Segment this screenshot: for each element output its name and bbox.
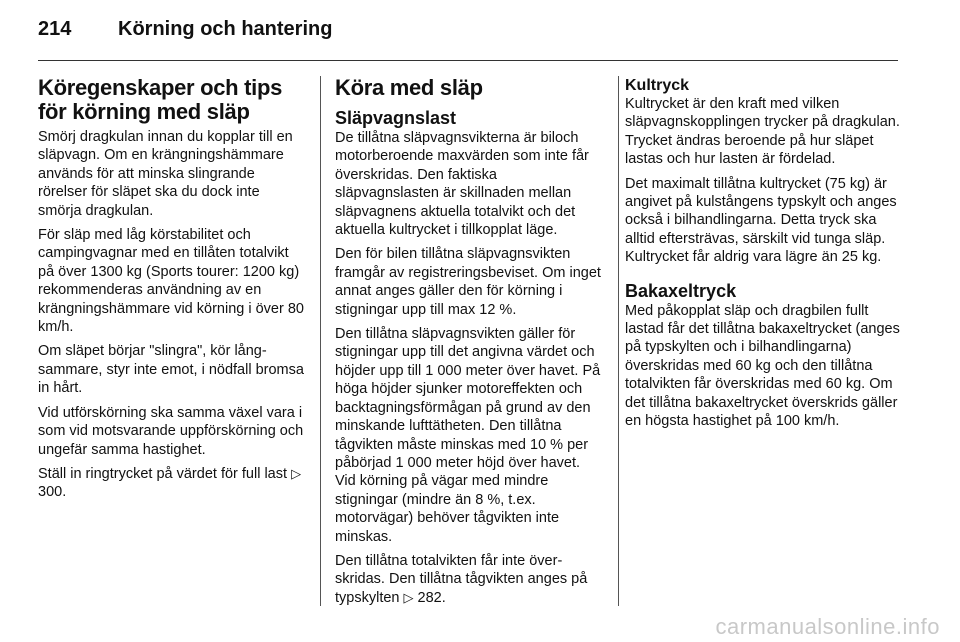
header-title: Körning och hantering (118, 18, 333, 40)
paragraph: Den för bilen tillåtna släpvagnsvikten framgår av registreringsbeviset. Om inget annat anges gäller den för körning i stigningar upp till max 12 %. (335, 246, 601, 318)
header-rule (38, 60, 898, 61)
subsection-heading: Kultryck (625, 77, 690, 94)
column-divider (320, 76, 321, 606)
paragraph: Med påkopplat släp och dragbilen fullt lastad får det tillåtna bakaxeltrycket (anges på typskylten och i bilhandlingarna) överskridas med 60 kg och den tillåtna totalvikten får överskridas med 60 kg. Om det tillåtna bakaxeltrycket överskrids gäller en högsta hastighet på 100 km/h. (625, 302, 900, 430)
page-reference-link[interactable]: 300. (38, 484, 67, 501)
section-heading: Köra med släp (335, 75, 483, 100)
paragraph: Den tillåtna släpvagnsvikten gäller för stigningar upp till det angivna värdet och höjder upp till 1 000 meter över havet. På höga höjder sjunker motoreffekten och backtagningsförmågan på grund av den minskande lufttätheten. Den tillåtna tågvikten måste minskas med 10 % per påbörjad 1 000 meter höjd över havet. Vid körning på vägar med mindre stigningar (mindre än 8 %, t.ex. motorvägar) behöver tågvikten inte minskas. (335, 326, 601, 545)
paragraph (38, 465, 306, 502)
subsection-heading: Släpvagnslast (335, 108, 457, 128)
paragraph: De tillåtna släpvagnsvikterna är biloch motorberoende maxvärden som inte får överskridas. Den faktiska släpvagnslasten är skillnaden mellan släpvagnens aktuella totalvikt och det aktuella kultrycket i tillkopplat läge. (335, 130, 589, 239)
paragraph: Kultrycket är den kraft med vilken släpvagnskopplingen trycker på dragkulan. Trycket ändras beroende på hur släpet lastas och hur lasten är fördelad. (625, 96, 900, 168)
watermark: carmanualsonline.info (715, 614, 940, 639)
paragraph: Det maximalt tillåtna kultrycket (75 kg) är angivet på kulstångens typskylt och anges också i bilhandlingarna. Detta tryck ska alltid eftersträvas, särskilt vid tunga släp. Kultrycket får aldrig vara lägre än 25 kg. (625, 175, 897, 266)
column-loads (625, 76, 905, 437)
paragraph (335, 552, 603, 607)
section-heading: Köregenskaper och tips för körning med släp (38, 75, 283, 124)
column-driving-with-trailer (335, 76, 603, 613)
paragraph: Vid utförskörning ska samma växel vara i som vid motsvarande uppförskörning och ungefär samma hastighet. (38, 404, 304, 458)
page-number: 214 (38, 18, 72, 40)
paragraph-text: Den tillåtna totalvikten får inte överskridas. Den tillåtna tågvikten anges på typskylten (335, 552, 588, 606)
column-towing-tips (38, 76, 306, 508)
column-divider (618, 76, 619, 606)
page-reference-icon: ▷ (291, 465, 302, 481)
subsection-heading: Bakaxeltryck (625, 280, 737, 301)
paragraph: Om släpet börjar "slingra", kör långsammare, styr inte emot, i nödfall bromsa in hårt. (38, 343, 304, 397)
paragraph-text: Ställ in ringtrycket på värdet för full last (38, 465, 288, 482)
page-reference-link[interactable]: 282. (417, 589, 446, 606)
page-reference-icon: ▷ (403, 589, 414, 605)
paragraph: För släp med låg körstabilitet och campingvagnar med en tillåten totalvikt på över 1300 kg (Sports tourer: 1200 kg) rekommenderas användning av en krängningshämmare vid körning i över 80 km/h. (38, 227, 304, 336)
paragraph: Smörj dragkulan innan du kopplar till en släpvagn. Om en krängningshämmare används för att minska slingrande rörelser för släpet ska du dock inte smörja dragkulan. (38, 129, 293, 219)
